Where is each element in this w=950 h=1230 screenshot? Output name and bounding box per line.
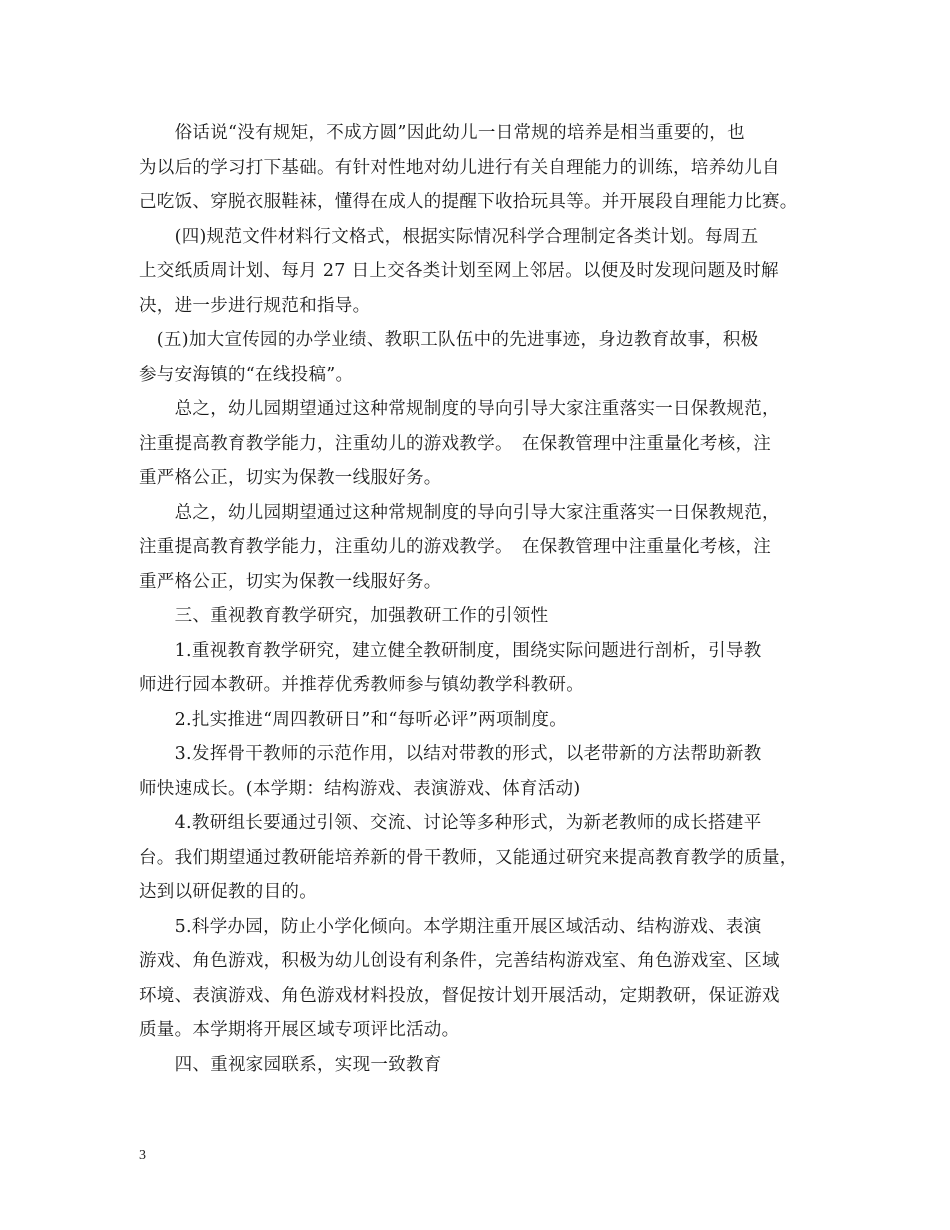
- text-line: 决，进一步进行规范和指导。: [139, 295, 371, 316]
- text-line: 2.扎实推进“周四教研日”和“每听必评”两项制度。: [139, 709, 568, 730]
- text-line: 重严格公正，切实为保教一线服好务。: [139, 468, 442, 488]
- heading-section-three: [139, 599, 815, 634]
- text-line: 游戏、角色游戏，积极为幼儿创设有利条件，完善结构游戏室、角色游戏室、区域: [139, 951, 780, 971]
- text-line: 俗话说“没有规矩，不成方圆”因此幼儿一日常规的培养是相当重要的，也: [139, 123, 745, 143]
- paragraph-item-5: [139, 910, 815, 1048]
- text-line: 参与安海镇的“在线投稿”。: [139, 364, 354, 385]
- text-line: 为以后的学习打下基础。有针对性地对幼儿进行有关自理能力的训练，培养幼儿自: [139, 157, 780, 178]
- text-line: (五)加大宣传园的办学业绩、教职工队伍中的先进事迹，身边教育故事，积极: [139, 330, 759, 350]
- text-line: 4.教研组长要通过引领、交流、讨论等多种形式，为新老教师的成长搭建平: [139, 813, 762, 833]
- heading-section-four: [139, 1048, 815, 1083]
- text-line: 四、重视家园联系，实现一致教育: [139, 1054, 442, 1075]
- paragraph-routine-training: [139, 116, 815, 220]
- text-line: 5.科学办园，防止小学化倾向。本学期注重开展区域活动、结构游戏、表演: [139, 916, 762, 937]
- paragraph-section-5: [139, 323, 815, 392]
- paragraph-item-1: [139, 634, 815, 703]
- text-line: 总之，幼儿园期望通过这种常规制度的导向引导大家注重落实一日保教规范，: [139, 399, 780, 419]
- page-number: 3: [139, 1148, 146, 1163]
- paragraph-summary-1: [139, 392, 815, 496]
- paragraph-item-3: [139, 737, 815, 806]
- text-line: 己吃饭、穿脱衣服鞋袜，懂得在成人的提醒下收拾玩具等。并开展段自理能力比赛。: [139, 192, 798, 212]
- text-line: 总之，幼儿园期望通过这种常规制度的导向引导大家注重落实一日保教规范，: [139, 502, 780, 523]
- paragraph-summary-2: [139, 496, 815, 600]
- text-line: 三、重视教育教学研究，加强教研工作的引领性: [139, 606, 549, 626]
- text-line: 达到以研促教的目的。: [139, 882, 317, 902]
- paragraph-item-4: [139, 806, 815, 910]
- text-line: 上交纸质周计划、每月 27 日上交各类计划至网上邻居。以便及时发现问题及时解: [139, 261, 779, 281]
- text-line: 台。我们期望通过教研能培养新的骨干教师，又能通过研究来提高教育教学的质量，: [139, 847, 798, 868]
- text-line: 师快速成长。(本学期：结构游戏、表演游戏、体育活动): [139, 778, 581, 799]
- text-line: 注重提高教育教学能力，注重幼儿的游戏教学。 在保教管理中注重量化考核，注: [139, 537, 772, 557]
- text-line: 环境、表演游戏、角色游戏材料投放，督促按计划开展活动，定期教研，保证游戏: [139, 985, 780, 1006]
- text-line: 重严格公正，切实为保教一线服好务。: [139, 571, 442, 592]
- text-line: (四)规范文件材料行文格式，根据实际情况科学合理制定各类计划。每周五: [139, 226, 759, 247]
- paragraph-item-2: [139, 703, 815, 738]
- text-line: 1.重视教育教学研究，建立健全教研制度，围绕实际问题进行剖析，引导教: [139, 640, 762, 661]
- text-line: 师进行园本教研。并推荐优秀教师参与镇幼教学科教研。: [139, 675, 584, 695]
- text-line: 注重提高教育教学能力，注重幼儿的游戏教学。 在保教管理中注重量化考核，注: [139, 433, 772, 454]
- paragraph-section-4: [139, 220, 815, 324]
- document-body: [139, 116, 815, 1082]
- text-line: 质量。本学期将开展区域专项评比活动。: [139, 1020, 460, 1040]
- text-line: 3.发挥骨干教师的示范作用，以结对带教的形式，以老带新的方法帮助新教: [139, 744, 762, 764]
